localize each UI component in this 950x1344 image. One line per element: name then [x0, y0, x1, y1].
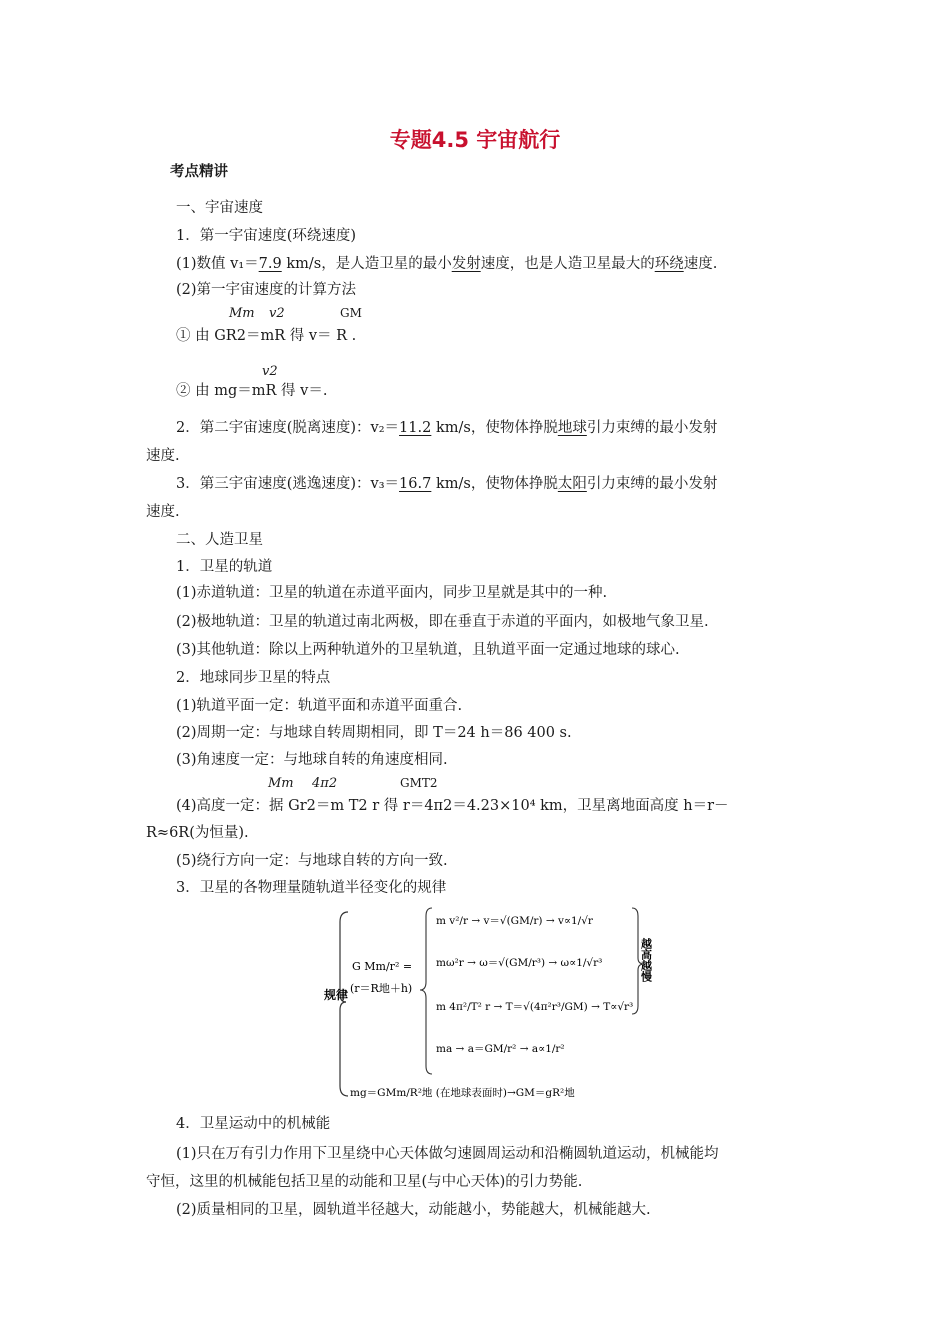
second-speed-line: 2．第二宇宙速度(脱离速度)：v₂＝11.2 km/s，使物体挣脱地球引力束缚的最小发射	[176, 420, 718, 436]
sync-height-line: (4)高度一定：据 Gr2＝m T2 r 得 r＝4π2＝4.23×10⁴ km，卫星离地面高度 h＝r－	[176, 798, 729, 814]
sync-label: 2．地球同步卫星的特点	[176, 670, 331, 686]
energy-point1-cont: 守恒，这里的机械能包括卫星的动能和卫星(与中心天体)的引力势能.	[146, 1174, 583, 1190]
sync-angular: (3)角速度一定：与地球自转的角速度相同.	[176, 752, 448, 768]
first-speed-method: (2)第一宇宙速度的计算方法	[176, 282, 357, 298]
orbit-other: (3)其他轨道：除以上两种轨道外的卫星轨道，且轨道平面一定通过地球的球心.	[176, 642, 680, 658]
orbit-label: 1．卫星的轨道	[176, 559, 273, 575]
first-speed-value-line: (1)数值 v₁＝7.9 km/s，是人造卫星的最小发射速度，也是人造卫星最大的环绕速度.	[176, 256, 718, 272]
third-speed-line: 3．第三宇宙速度(逃逸速度)：v₃＝16.7 km/s，使物体挣脱太阳引力束缚的最小发射	[176, 476, 718, 492]
row-velocity: m v²/r → v＝√(GM/r) → v∝1/√r	[436, 915, 593, 927]
r-definition: (r＝R地＋h)	[350, 982, 413, 995]
heading-cosmic-speed: 一、宇宙速度	[176, 200, 263, 216]
first-speed-label: 1．第一宇宙速度(环绕速度)	[176, 228, 357, 244]
energy-point1: (1)只在万有引力作用下卫星绕中心天体做匀速圆周运动和沿椭圆轨道运动，机械能均	[176, 1146, 719, 1162]
formula2-top-v2: v2	[262, 364, 278, 379]
energy-point2: (2)质量相同的卫星，圆轨道半径越大，动能越小，势能越大，机械能越大.	[176, 1202, 651, 1218]
inner-brace	[420, 908, 432, 1074]
formula1-top-mm: Mm	[229, 306, 255, 321]
trend-label: 越高越慢	[639, 938, 653, 982]
sync-height-top-gmt2: GMT2	[400, 776, 438, 790]
orbit-polar: (2)极地轨道：卫星的轨道过南北两极，即在垂直于赤道的平面内，如极地气象卫星.	[176, 614, 709, 630]
second-speed-cont: 速度.	[146, 448, 180, 464]
orbit-law-diagram	[316, 902, 654, 1106]
sync-height-cont: R≈6R(为恒量).	[146, 825, 249, 841]
energy-label: 4．卫星运动中的机械能	[176, 1116, 331, 1132]
formula2-line: ② 由 mg＝mR 得 v＝.	[176, 383, 328, 399]
row-angular: mω²r → ω＝√(GM/r³) → ω∝1/√r³	[436, 957, 603, 969]
sync-period: (2)周期一定：与地球自转周期相同，即 T＝24 h＝86 400 s.	[176, 725, 572, 741]
heading-satellite: 二、人造卫星	[176, 532, 263, 548]
sync-height-top-4pi2: 4π2	[312, 776, 338, 791]
rule-label: 规律	[324, 988, 349, 1002]
g-expression: G Mm/r² =	[352, 960, 413, 973]
left-brace-bottom	[340, 1002, 348, 1096]
formula1-line: ① 由 GR2＝mR 得 v＝ R .	[176, 328, 357, 344]
sync-height-top-mm: Mm	[268, 776, 294, 791]
row-acceleration: ma → a＝GM/r² → a∝1/r²	[436, 1043, 565, 1055]
sync-plane: (1)轨道平面一定：轨道平面和赤道平面重合.	[176, 698, 463, 714]
law-label: 3．卫星的各物理量随轨道半径变化的规律	[176, 880, 447, 896]
section-label: 考点精讲	[170, 164, 228, 180]
orbit-equatorial: (1)赤道轨道：卫星的轨道在赤道平面内，同步卫星就是其中的一种.	[176, 585, 608, 601]
formula1-top-gm: GM	[340, 306, 362, 320]
third-speed-cont: 速度.	[146, 504, 180, 520]
page-title: 专题4.5 宇宙航行	[389, 128, 561, 152]
row-period: m 4π²/T² r → T＝√(4π²r³/GM) → T∝√r³	[436, 1001, 634, 1013]
sync-direction: (5)绕行方向一定：与地球自转的方向一致.	[176, 853, 448, 869]
surface-relation: mg＝GMm/R²地 (在地球表面时)→GM＝gR²地	[350, 1087, 575, 1099]
formula1-top-v2: v2	[269, 306, 285, 321]
